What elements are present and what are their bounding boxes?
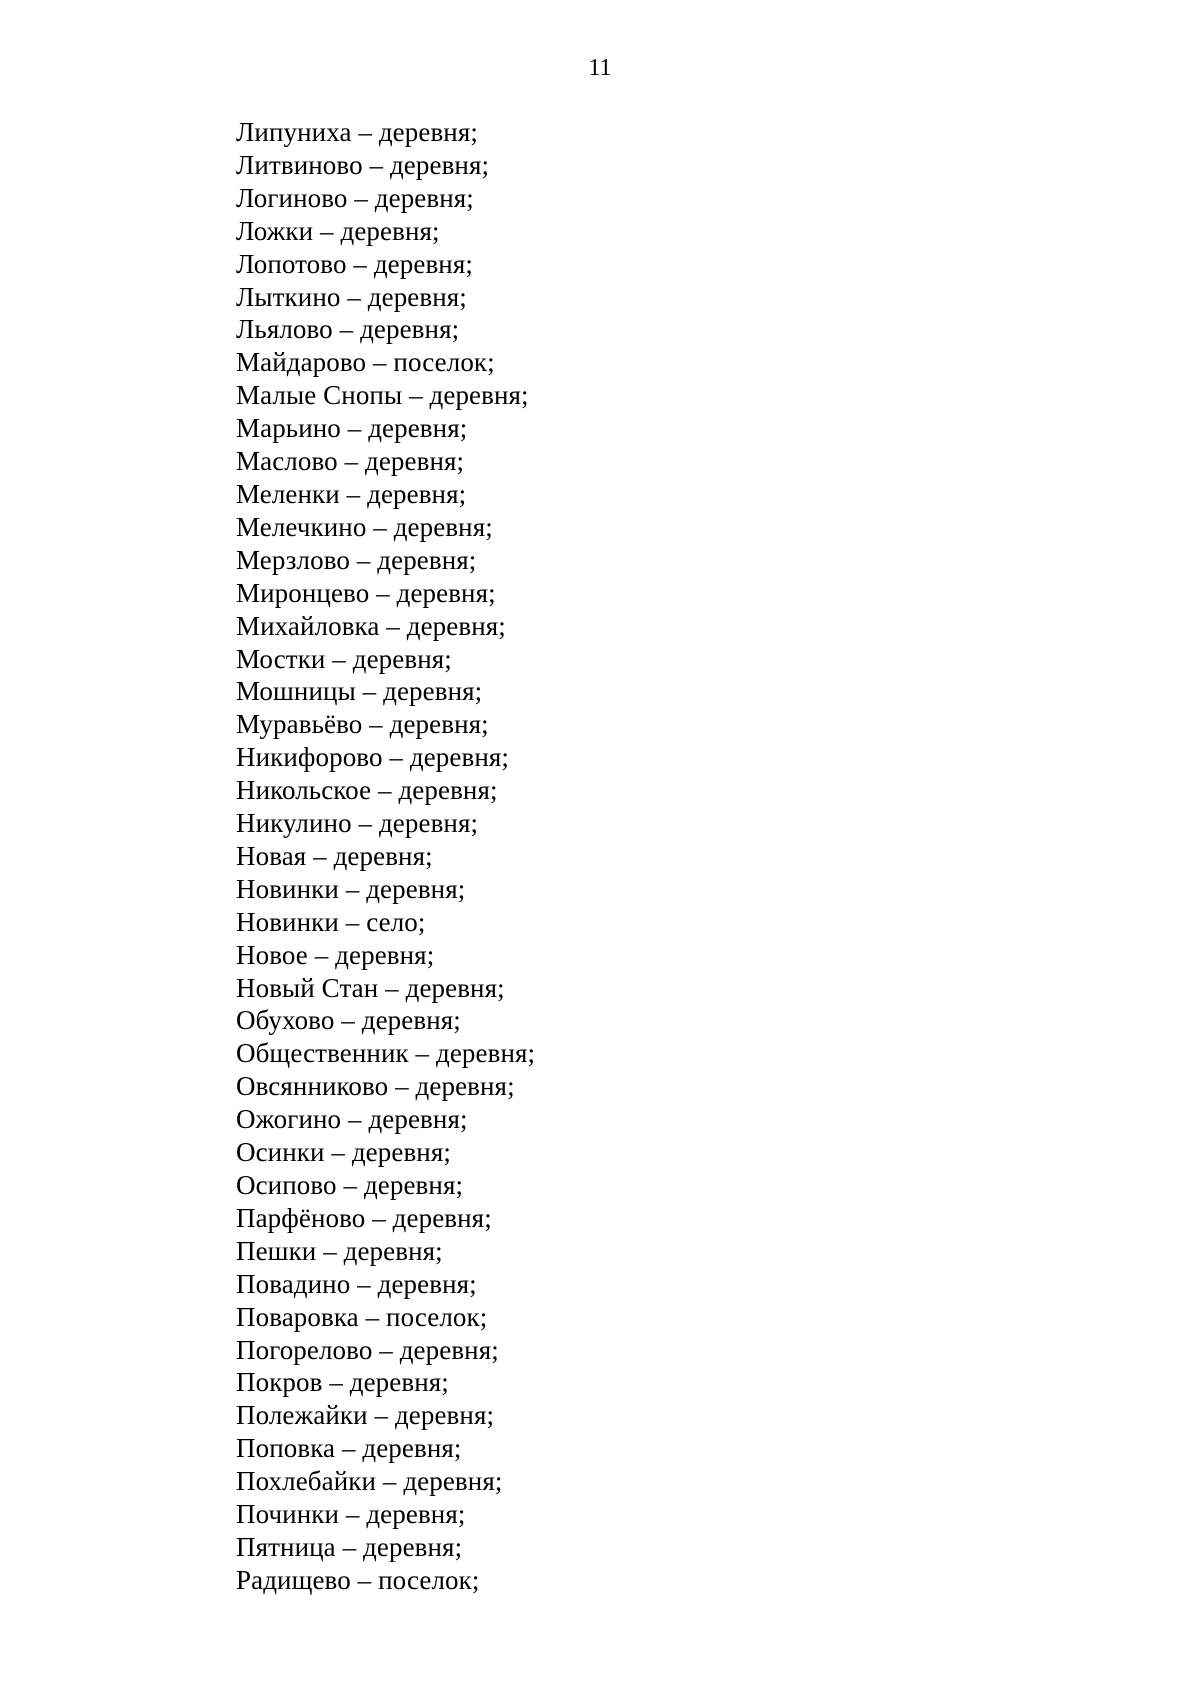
- list-item: Новое – деревня;: [236, 939, 435, 970]
- list-item: Мерзлово – деревня;: [236, 544, 477, 575]
- list-item: Мелечкино – деревня;: [236, 511, 493, 542]
- list-item: Миронцево – деревня;: [236, 577, 496, 608]
- list-item: Погорелово – деревня;: [236, 1334, 499, 1365]
- list-item: Ложки – деревня;: [236, 215, 440, 246]
- list-item: Лопотово – деревня;: [236, 248, 473, 279]
- list-item: Новый Стан – деревня;: [236, 972, 505, 1003]
- list-item: Осинки – деревня;: [236, 1137, 451, 1168]
- list-item: Новинки – деревня;: [236, 873, 466, 904]
- list-item: Малые Снопы – деревня;: [236, 380, 529, 411]
- list-item: Никольское – деревня;: [236, 775, 498, 806]
- list-item: Овсянниково – деревня;: [236, 1071, 515, 1102]
- list-item: Меленки – деревня;: [236, 478, 467, 509]
- list-item: Мошницы – деревня;: [236, 676, 483, 707]
- list-item: Парфёново – деревня;: [236, 1202, 492, 1233]
- list-item: Лыткино – деревня;: [236, 281, 467, 312]
- list-item: Поповка – деревня;: [236, 1433, 462, 1464]
- list-item: Поваровка – поселок;: [236, 1301, 488, 1332]
- list-item: Пешки – деревня;: [236, 1235, 443, 1266]
- list-item: Радищево – поселок;: [236, 1564, 480, 1595]
- list-item: Общественник – деревня;: [236, 1038, 536, 1069]
- list-item: Повадино – деревня;: [236, 1268, 477, 1299]
- list-item: Никулино – деревня;: [236, 808, 479, 839]
- list-item: Майдарово – поселок;: [236, 347, 495, 378]
- list-item: Маслово – деревня;: [236, 446, 465, 477]
- list-item: Осипово – деревня;: [236, 1170, 464, 1200]
- list-item: Липуниха – деревня;: [236, 117, 478, 147]
- list-item: Похлебайки – деревня;: [236, 1466, 503, 1497]
- list-item: Муравьёво – деревня;: [236, 709, 489, 740]
- list-item: Льялово – деревня;: [236, 314, 460, 345]
- list-item: Марьино – деревня;: [236, 413, 468, 444]
- list-item: Полежайки – деревня;: [236, 1400, 495, 1431]
- list-item: Михайловка – деревня;: [236, 610, 506, 641]
- list-item: Логиново – деревня;: [236, 182, 474, 213]
- settlement-list: [236, 116, 535, 1597]
- list-item: Починки – деревня;: [236, 1499, 466, 1530]
- list-item: Покров – деревня;: [236, 1367, 449, 1398]
- list-item: Никифорово – деревня;: [236, 742, 509, 773]
- list-item: Обухово – деревня;: [236, 1005, 461, 1036]
- list-item: Ожогино – деревня;: [236, 1104, 468, 1135]
- list-item: Новая – деревня;: [236, 840, 433, 871]
- list-item: Мостки – деревня;: [236, 643, 452, 674]
- list-item: Новинки – село;: [236, 906, 426, 937]
- list-item: Пятница – деревня;: [236, 1531, 463, 1562]
- list-item: Литвиново – деревня;: [236, 149, 490, 180]
- page-number: 11: [588, 55, 612, 81]
